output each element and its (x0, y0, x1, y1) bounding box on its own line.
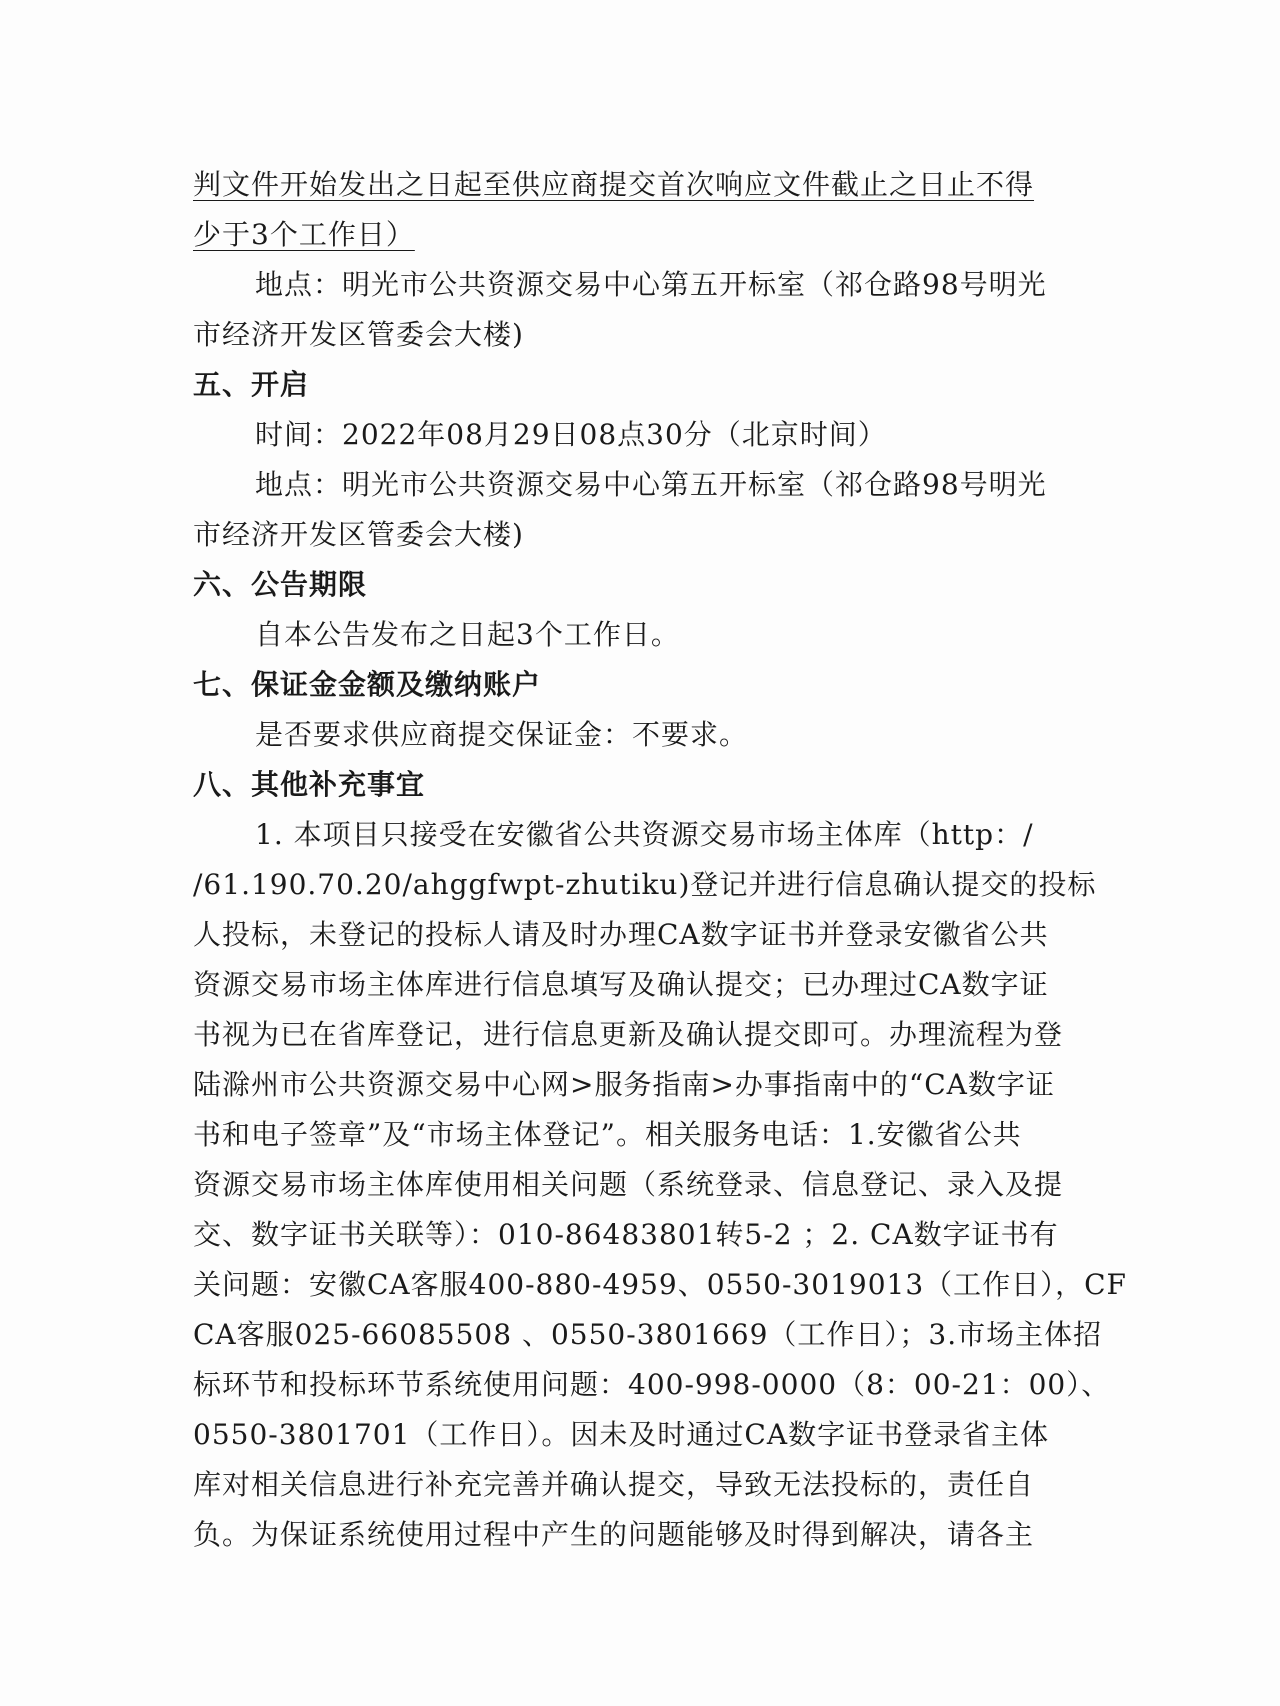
paragraph-line: 关问题：安徽CA客服400-880-4959、0550-3019013（工作日），CF (193, 1268, 1127, 1301)
paragraph-line: 自本公告发布之日起3个工作日。 (255, 618, 680, 651)
paragraph-line: 负。为保证系统使用过程中产生的问题能够及时得到解决，请各主 (193, 1518, 1035, 1551)
paragraph-line: 书视为已在省库登记，进行信息更新及确认提交即可。办理流程为登 (193, 1018, 1064, 1051)
paragraph-line: CA客服025-66085508 、0550-3801669（工作日）；3.市场主体招 (193, 1318, 1103, 1351)
paragraph-line: /61.190.70.20/ahggfwpt-zhutiku)登记并进行信息确认提交的投标 (193, 868, 1097, 901)
paragraph-line: 少于3个工作日） (193, 218, 415, 251)
paragraph-line: 地点：明光市公共资源交易中心第五开标室（祁仓路98号明光 (255, 468, 1047, 501)
paragraph-line: 市经济开发区管委会大楼) (193, 518, 524, 551)
paragraph-line: 库对相关信息进行补充完善并确认提交，导致无法投标的，责任自 (193, 1468, 1035, 1501)
paragraph-line: 市经济开发区管委会大楼) (193, 318, 524, 351)
section-heading: 五、开启 (193, 368, 310, 401)
paragraph-line: 资源交易市场主体库进行信息填写及确认提交；已办理过CA数字证 (193, 968, 1049, 1001)
section-heading: 六、公告期限 (193, 568, 368, 601)
paragraph-line: 时间：2022年08月29日08点30分（北京时间） (255, 418, 887, 451)
paragraph-line: 地点：明光市公共资源交易中心第五开标室（祁仓路98号明光 (255, 268, 1047, 301)
paragraph-line: 是否要求供应商提交保证金：不要求。 (255, 718, 749, 751)
paragraph-line: 陆滁州市公共资源交易中心网>服务指南>办事指南中的“CA数字证 (193, 1068, 1055, 1101)
paragraph-line: 书和电子签章”及“市场主体登记”。相关服务电话：1.安徽省公共 (193, 1118, 1022, 1151)
section-heading: 八、其他补充事宜 (193, 768, 426, 801)
document-body (193, 160, 1127, 1560)
paragraph-line: 资源交易市场主体库使用相关问题（系统登录、信息登记、录入及提 (193, 1168, 1064, 1201)
paragraph-line: 1. 本项目只接受在安徽省公共资源交易市场主体库（http：/ (255, 818, 1034, 851)
section-heading: 七、保证金金额及缴纳账户 (193, 668, 542, 701)
paragraph-line: 人投标，未登记的投标人请及时办理CA数字证书并登录安徽省公共 (193, 918, 1049, 951)
paragraph-line: 标环节和投标环节系统使用问题：400-998-0000（8：00-21：00）、 (193, 1368, 1111, 1401)
paragraph-line: 交、数字证书关联等）：010-86483801转5-2 ；2. CA数字证书有 (193, 1218, 1059, 1251)
paragraph-line: 判文件开始发出之日起至供应商提交首次响应文件截止之日止不得 (193, 168, 1035, 201)
paragraph-line: 0550-3801701（工作日）。因未及时通过CA数字证书登录省主体 (193, 1418, 1050, 1451)
